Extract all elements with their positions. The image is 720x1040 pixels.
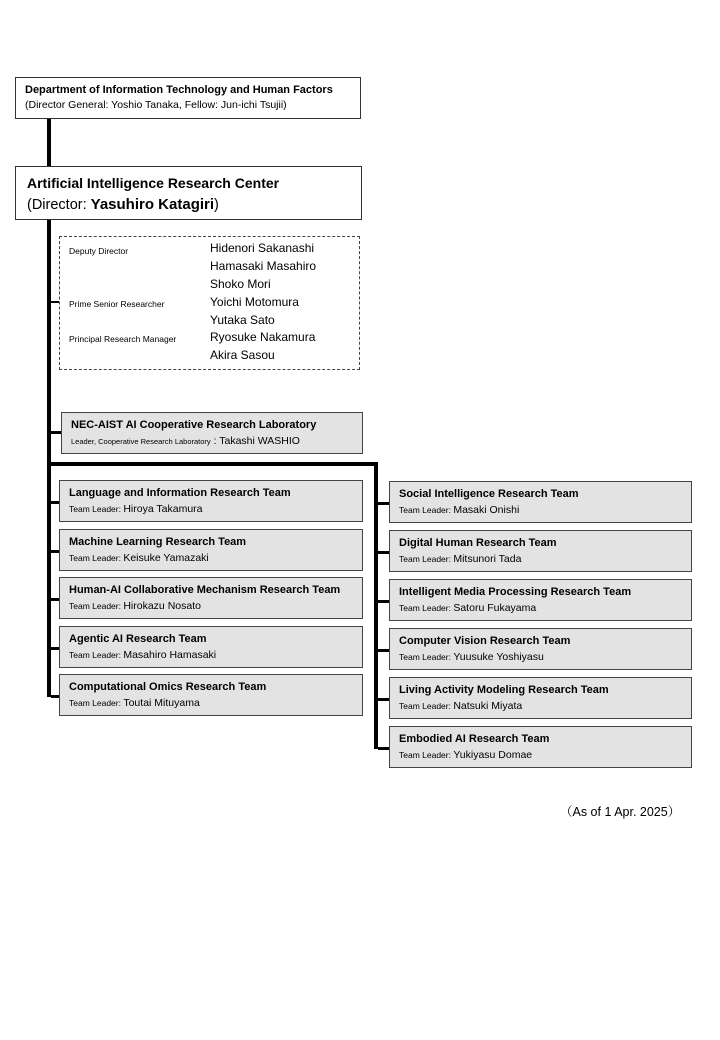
team-leader xyxy=(399,748,682,763)
team-leader-name: Natsuki Miyata xyxy=(453,700,523,712)
team-name: Machine Learning Research Team xyxy=(69,535,247,548)
team-leader-name: Masahiro Hamasaki xyxy=(123,648,217,661)
left-team-branch-line xyxy=(51,501,59,504)
team-leader xyxy=(399,650,682,665)
team-leader xyxy=(399,699,682,714)
team-name: Social Intelligence Research Team xyxy=(399,488,579,500)
left-team-branch-line xyxy=(51,598,59,601)
right-team-box xyxy=(389,628,692,670)
right-team-branch-line xyxy=(378,649,389,652)
team-leader-name: Hirokazu Nosato xyxy=(123,600,201,612)
team-leader-label: Team Leader: xyxy=(69,601,124,611)
staff-name: Hidenori Sakanashi xyxy=(210,241,315,255)
staff-name: Ryosuke Nakamura xyxy=(210,330,316,344)
team-leader-name: Yukiyasu Domae xyxy=(453,749,533,761)
team-leader-label: Team Leader: xyxy=(69,552,124,563)
center-director xyxy=(27,194,350,216)
team-leader-label: Team Leader: xyxy=(399,554,454,564)
horizontal-connector-line xyxy=(47,462,378,466)
team-leader-label: Team Leader: xyxy=(69,698,124,708)
staff-branch-line xyxy=(51,301,59,303)
left-team-branch-line xyxy=(51,550,59,553)
right-team-box xyxy=(389,579,692,621)
team-name: Intelligent Media Processing Research Team xyxy=(399,586,632,598)
team-leader-label: Team Leader: xyxy=(399,652,454,662)
staff-name: Akira Sasou xyxy=(210,348,275,362)
right-trunk-line xyxy=(374,462,378,749)
department-title: Department of Information Technology and Human Factors xyxy=(25,84,333,96)
team-leader-label: Team Leader: xyxy=(399,603,454,613)
team-leader xyxy=(399,503,682,518)
team-name: Computational Omics Research Team xyxy=(69,681,267,693)
team-name: Embodied AI Research Team xyxy=(399,733,550,745)
team-leader xyxy=(69,599,353,614)
left-team-box xyxy=(59,577,363,619)
left-team-box xyxy=(59,674,363,716)
team-leader xyxy=(69,551,353,566)
department-subtitle: (Director General: Yoshio Tanaka, Fellow: Jun-ichi Tsujii) xyxy=(25,99,287,111)
left-team-branch-line xyxy=(51,695,59,698)
staff-role: Prime Senior Researcher xyxy=(69,299,165,309)
team-leader-name: Satoru Fukayama xyxy=(453,602,537,614)
right-team-branch-line xyxy=(378,502,389,505)
right-team-branch-line xyxy=(378,551,389,554)
team-leader xyxy=(69,502,353,517)
team-name: Digital Human Research Team xyxy=(399,537,557,549)
director-name: Yasuhiro Katagiri xyxy=(90,196,215,213)
right-team-branch-line xyxy=(378,747,389,750)
team-leader-name: Yuusuke Yoshiyasu xyxy=(453,651,544,663)
team-leader-name: Toutai Mituyama xyxy=(123,697,200,709)
coop-lab-leader-name: : Takashi WASHIO xyxy=(210,435,300,447)
staff-role: Deputy Director xyxy=(69,246,129,256)
right-team-box xyxy=(389,530,692,572)
left-team-box xyxy=(59,480,363,522)
coop-lab-box xyxy=(61,412,363,454)
left-team-box xyxy=(59,626,363,668)
team-name: Computer Vision Research Team xyxy=(399,635,571,647)
center-box xyxy=(15,166,362,220)
coop-lab-leader-label: Leader, Cooperative Research Laboratory xyxy=(71,437,211,446)
director-suffix: ) xyxy=(214,197,219,213)
right-team-box xyxy=(389,677,692,719)
team-leader-label: Team Leader: xyxy=(399,701,454,711)
team-leader-name: Keisuke Yamazaki xyxy=(123,551,209,564)
staff-name: Yutaka Sato xyxy=(210,313,275,327)
as-of-date: （As of 1 Apr. 2025） xyxy=(560,805,681,819)
coop-lab-branch-line xyxy=(51,431,61,434)
coop-lab-name: NEC-AIST AI Cooperative Research Laboratory xyxy=(71,419,317,431)
staff-role: Principal Research Manager xyxy=(69,334,177,344)
right-team-branch-line xyxy=(378,698,389,701)
team-leader xyxy=(69,648,353,663)
right-team-branch-line xyxy=(378,600,389,603)
staff-name: Hamasaki Masahiro xyxy=(210,259,317,273)
team-leader xyxy=(69,696,353,711)
center-title: Artificial Intelligence Research Center xyxy=(27,175,280,191)
right-team-box xyxy=(389,726,692,768)
team-name: Language and Information Research Team xyxy=(69,487,291,499)
staff-name: Yoichi Motomura xyxy=(210,295,299,309)
team-leader-label: Team Leader: xyxy=(69,504,124,514)
coop-lab-leader xyxy=(71,434,353,449)
team-leader-label: Team Leader: xyxy=(399,750,454,760)
left-team-box xyxy=(59,529,363,571)
team-leader-label: Team Leader: xyxy=(69,649,124,660)
staff-name: Shoko Mori xyxy=(210,277,271,291)
team-leader xyxy=(399,552,682,567)
department-box xyxy=(15,77,361,119)
right-team-box xyxy=(389,481,692,523)
team-name: Agentic AI Research Team xyxy=(69,632,207,645)
team-leader xyxy=(399,601,682,616)
team-leader-name: Masaki Onishi xyxy=(453,504,520,516)
team-leader-name: Hiroya Takamura xyxy=(123,503,203,515)
team-leader-name: Mitsunori Tada xyxy=(453,553,522,565)
team-name: Living Activity Modeling Research Team xyxy=(399,684,609,696)
left-team-branch-line xyxy=(51,647,59,650)
team-name: Human-AI Collaborative Mechanism Research Team xyxy=(69,584,341,596)
team-leader-label: Team Leader: xyxy=(399,505,454,515)
director-prefix: (Director: xyxy=(27,197,91,213)
staff-box xyxy=(59,236,360,370)
